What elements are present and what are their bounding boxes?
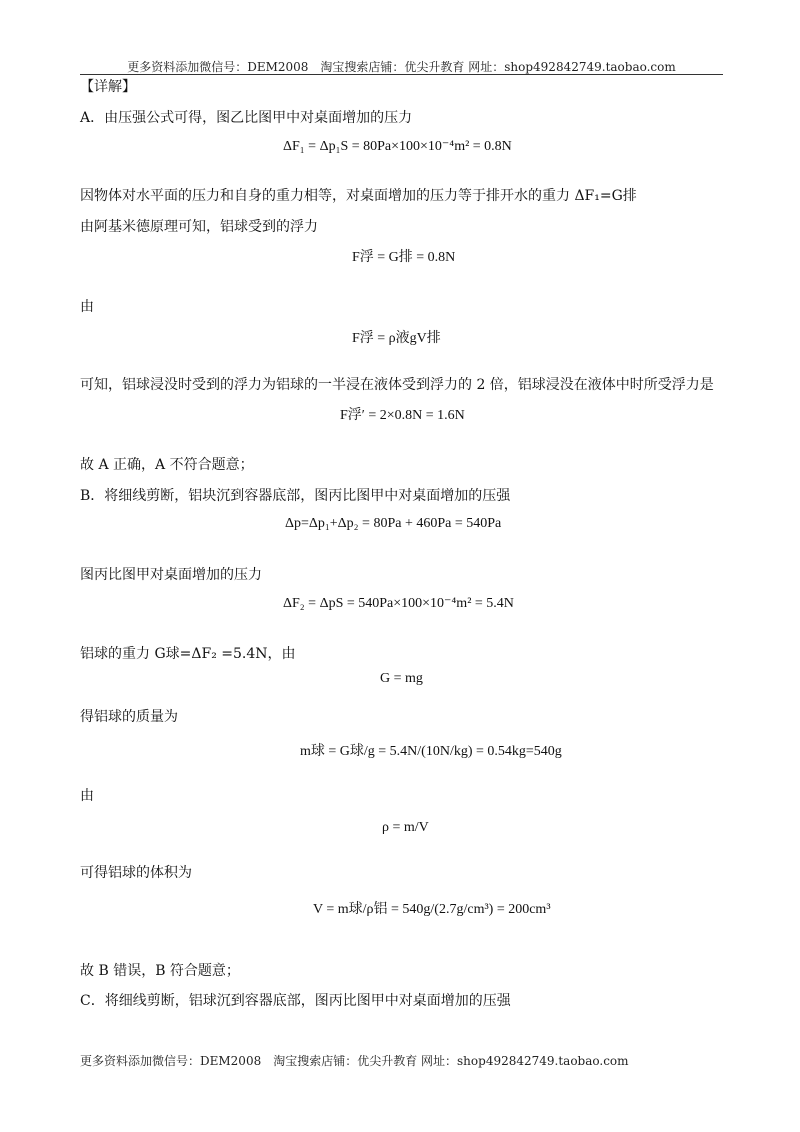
paragraph: B．将细线剪断，铝块沉到容器底部，图丙比图甲中对桌面增加的压强 xyxy=(80,488,511,504)
equation-text: m球 = G球/g = 5.4N/(10N/kg) = 0.54kg=540g xyxy=(300,744,562,759)
paragraph: 由 xyxy=(80,299,94,315)
equation xyxy=(285,516,501,532)
paragraph: 因物体对水平面的压力和自身的重力相等，对桌面增加的压力等于排开水的重力 ΔF₁=G排 xyxy=(80,188,637,204)
paragraph: 由 xyxy=(80,788,94,804)
paragraph: 故 A 正确，A 不符合题意； xyxy=(80,457,254,473)
equation-text: V = m球/ρ铝 = 540g/(2.7g/cm³) = 200cm³ xyxy=(313,902,551,917)
paragraph: 可得铝球的体积为 xyxy=(80,865,192,881)
equation xyxy=(382,820,429,836)
equation-text: ΔF₂ = ΔpS = 540Pa×100×10⁻⁴m² = 5.4N xyxy=(283,596,514,611)
equation xyxy=(313,898,551,918)
paragraph: 铝球的重力 G球=ΔF₂ =5.4N，由 xyxy=(80,646,296,662)
equation xyxy=(352,246,455,266)
equation xyxy=(300,740,562,760)
equation xyxy=(340,404,465,424)
page-footer: 更多资料添加微信号：DEM2008 淘宝搜索店铺：优尖升教育 网址：shop492842749.taobao.com xyxy=(80,1054,629,1068)
equation xyxy=(283,138,512,155)
paragraph: C．将细线剪断，铝球沉到容器底部，图丙比图甲中对桌面增加的压强 xyxy=(80,993,511,1009)
equation-text: ρ = m/V xyxy=(382,820,429,835)
paragraph: 得铝球的质量为 xyxy=(80,709,178,725)
equation-text: Δp=Δp₁+Δp₂ = 80Pa + 460Pa = 540Pa xyxy=(285,516,502,531)
paragraph: A．由压强公式可得，图乙比图甲中对桌面增加的压力 xyxy=(80,110,413,126)
equation xyxy=(352,327,441,347)
paragraph: 可知，铝球浸没时受到的浮力为铝球的一半浸在液体受到浮力的 2 倍，铝球浸没在液体中时所受浮力是 xyxy=(80,377,714,393)
equation-text: F浮′ = 2×0.8N = 1.6N xyxy=(340,408,465,423)
header-rule xyxy=(80,74,723,75)
page-header: 更多资料添加微信号：DEM2008 淘宝搜索店铺：优尖升教育 网址：shop492842749.taobao.com xyxy=(127,60,676,74)
paragraph: 图丙比图甲对桌面增加的压力 xyxy=(80,567,262,583)
section-title: 【详解】 xyxy=(80,79,136,95)
paragraph: 故 B 错误，B 符合题意； xyxy=(80,963,240,979)
equation-text: F浮 = ρ液gV排 xyxy=(352,331,441,346)
paragraph: 由阿基米德原理可知，铝球受到的浮力 xyxy=(80,219,318,235)
equation-text: F浮 = G排 = 0.8N xyxy=(352,250,456,265)
equation xyxy=(380,671,423,687)
equation-text: G = mg xyxy=(380,671,423,686)
equation xyxy=(283,595,514,612)
equation-text: ΔF₁ = Δp₁S = 80Pa×100×10⁻⁴m² = 0.8N xyxy=(283,139,512,154)
